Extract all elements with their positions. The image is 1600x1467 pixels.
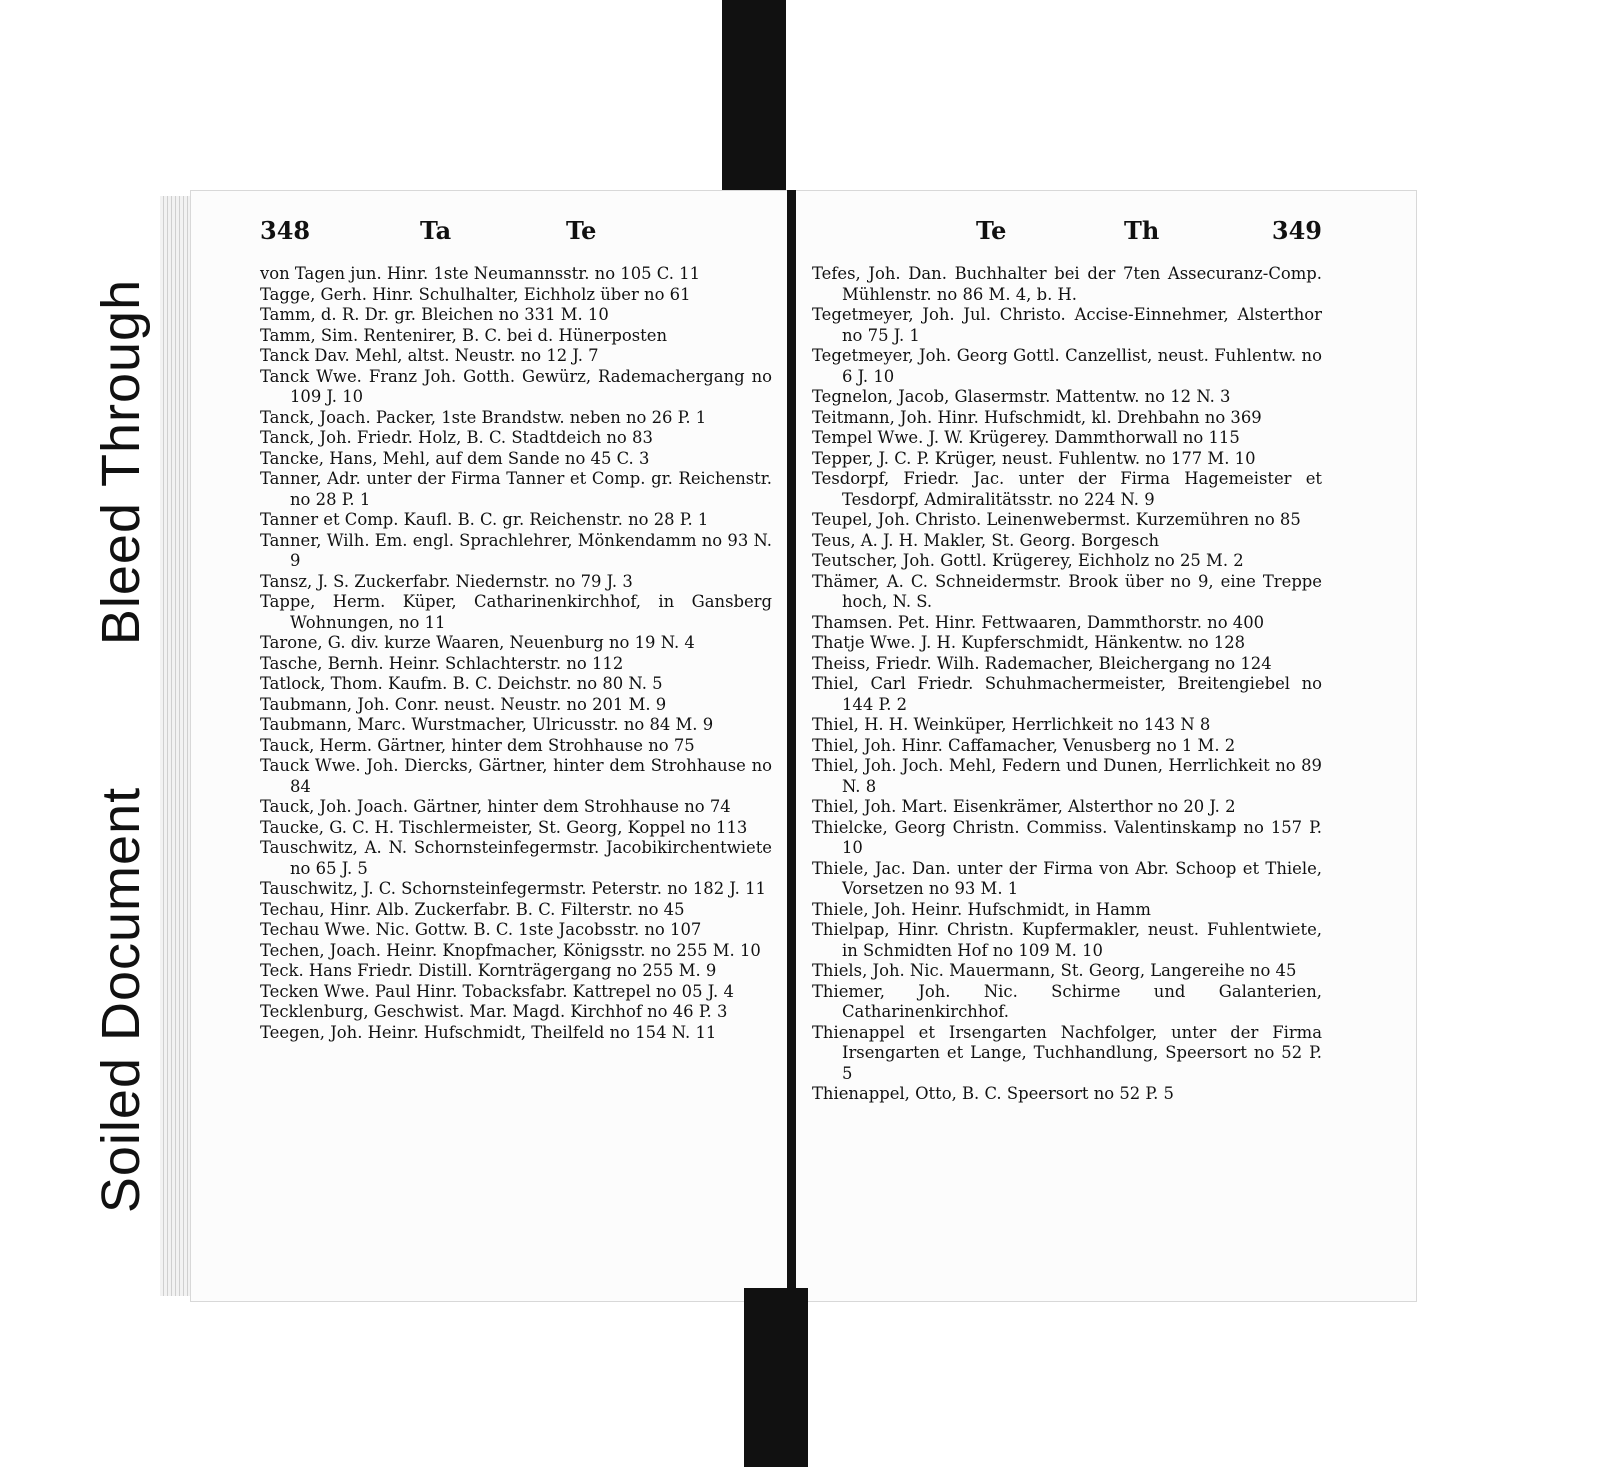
- directory-entry: Thiel, Joh. Hinr. Caffamacher, Venusberg no 1 M. 2: [812, 735, 1236, 755]
- directory-entry: Thiele, Joh. Heinr. Hufschmidt, in Hamm: [812, 899, 1151, 919]
- directory-entry: Thiemer, Joh. Nic. Schirme und Galanterien, Catharinenkirchhof.: [812, 981, 1322, 1021]
- directory-entry: Thämer, A. C. Schneidermstr. Brook über no 9, eine Treppe hoch, N. S.: [812, 571, 1322, 611]
- left-page-heading-2: Te: [566, 216, 597, 245]
- right-page-header: [812, 200, 1322, 264]
- right-page-heading-1: Te: [976, 216, 1007, 245]
- directory-entry: Teus, A. J. H. Makler, St. Georg. Borgesch: [812, 530, 1160, 550]
- directory-entry: Tansz, J. S. Zuckerfabr. Niedernstr. no 79 J. 3: [260, 571, 633, 591]
- bottom-clamp: [744, 1288, 808, 1467]
- directory-entry: Tappe, Herm. Küper, Catharinenkirchhof, in Gansberg Wohnungen, no 11: [260, 592, 772, 632]
- directory-entry: Taubmann, Joh. Conr. neust. Neustr. no 201 M. 9: [260, 694, 667, 714]
- directory-entry: Tanner, Wilh. Em. engl. Sprachlehrer, Mönkendamm no 93 N. 9: [260, 530, 772, 570]
- directory-entry: Thienappel, Otto, B. C. Speersort no 52 P. 5: [812, 1084, 1174, 1103]
- bleed-through-label: Bleed Through: [91, 278, 151, 646]
- top-clamp: [722, 0, 786, 190]
- directory-entry: Thiel, Carl Friedr. Schuhmachermeister, Breitengiebel no 144 P. 2: [812, 674, 1322, 714]
- directory-entry: Tempel Wwe. J. W. Krügerey. Dammthorwall no 115: [812, 428, 1240, 447]
- directory-entry: Teegen, Joh. Heinr. Hufschmidt, Theilfeld no 154 N. 11: [260, 1022, 717, 1042]
- soiled-document-tag: [82, 735, 160, 1265]
- directory-entry: Thielcke, Georg Christn. Commiss. Valentinskamp no 157 P. 10: [812, 817, 1322, 857]
- directory-entry: Tauck, Joh. Joach. Gärtner, hinter dem Strohhause no 74: [260, 797, 731, 816]
- left-page-header: [260, 200, 772, 264]
- directory-entry: Teitmann, Joh. Hinr. Hufschmidt, kl. Drehbahn no 369: [812, 407, 1262, 427]
- directory-entry: Thiel, Joh. Joch. Mehl, Federn und Dunen, Herrlichkeit no 89 N. 8: [812, 756, 1322, 796]
- left-page: [260, 200, 772, 1280]
- right-page: [812, 200, 1322, 1280]
- directory-entry: Thatje Wwe. J. H. Kupferschmidt, Hänkentw. no 128: [812, 633, 1246, 652]
- right-page-heading-2: Th: [1124, 216, 1160, 245]
- directory-entry: Tauck Wwe. Joh. Diercks, Gärtner, hinter dem Strohhause no 84: [260, 756, 772, 796]
- directory-entry: Teupel, Joh. Christo. Leinenwebermst. Kurzemühren no 85: [812, 510, 1301, 529]
- directory-entry: Techau Wwe. Nic. Gottw. B. C. 1ste Jacobsstr. no 107: [260, 920, 702, 939]
- soiled-document-label: Soiled Document: [91, 786, 151, 1214]
- directory-entry: Tegetmeyer, Joh. Georg Gottl. Canzellist, neust. Fuhlentw. no 6 J. 10: [812, 346, 1322, 386]
- directory-entry: Teck. Hans Friedr. Distill. Kornträgergang no 255 M. 9: [260, 961, 717, 980]
- directory-entry: Tanck Wwe. Franz Joh. Gotth. Gewürz, Rademachergang no 109 J. 10: [260, 366, 772, 406]
- directory-entry: Tefes, Joh. Dan. Buchhalter bei der 7ten Assecuranz-Comp. Mühlenstr. no 86 M. 4, b. H.: [812, 264, 1322, 304]
- directory-entry: Thiele, Jac. Dan. unter der Firma von Abr. Schoop et Thiele, Vorsetzen no 93 M. 1: [812, 858, 1322, 898]
- directory-entry: Thiel, Joh. Mart. Eisenkrämer, Alsterthor no 20 J. 2: [812, 797, 1236, 816]
- directory-entry: Tauschwitz, J. C. Schornsteinfegermstr. Peterstr. no 182 J. 11: [260, 879, 766, 898]
- directory-entry: Tagge, Gerh. Hinr. Schulhalter, Eichholz über no 61: [260, 284, 691, 304]
- directory-entry: Thielpap, Hinr. Christn. Kupfermakler, neust. Fuhlentwiete, in Schmidten Hof no 109 M. 10: [812, 920, 1322, 960]
- directory-entry: Thamsen. Pet. Hinr. Fettwaaren, Dammthorstr. no 400: [812, 612, 1265, 632]
- left-page-heading-1: Ta: [420, 216, 452, 245]
- directory-entry: Tarone, G. div. kurze Waaren, Neuenburg no 19 N. 4: [260, 633, 695, 652]
- directory-entry: Tanck Dav. Mehl, altst. Neustr. no 12 J. 7: [260, 346, 599, 365]
- directory-entry: Tegnelon, Jacob, Glasermstr. Mattentw. no 12 N. 3: [812, 387, 1231, 406]
- directory-entry: Tepper, J. C. P. Krüger, neust. Fuhlentw. no 177 M. 10: [812, 448, 1256, 468]
- directory-entry: Tanner et Comp. Kaufl. B. C. gr. Reichenstr. no 28 P. 1: [260, 510, 709, 529]
- directory-entry: Tauck, Herm. Gärtner, hinter dem Strohhause no 75: [260, 735, 695, 755]
- directory-entry: Tamm, Sim. Rentenirer, B. C. bei d. Hünerposten: [260, 325, 667, 345]
- directory-entry: Teutscher, Joh. Gottl. Krügerey, Eichholz no 25 M. 2: [812, 551, 1244, 570]
- directory-entry: Tasche, Bernh. Heinr. Schlachterstr. no 112: [260, 653, 624, 673]
- book-gutter: [787, 190, 796, 1300]
- directory-entry: von Tagen jun. Hinr. 1ste Neumannsstr. no 105 C. 11: [260, 264, 701, 283]
- directory-entry: Thiels, Joh. Nic. Mauermann, St. Georg, Langereihe no 45: [812, 961, 1297, 980]
- directory-entry: Tauschwitz, A. N. Schornsteinfegermstr. Jacobikirchentwiete no 65 J. 5: [260, 838, 772, 878]
- right-page-number: 349: [1271, 216, 1322, 245]
- directory-entry: Tecklenburg, Geschwist. Mar. Magd. Kirchhof no 46 P. 3: [260, 1002, 728, 1021]
- directory-entry: Tatlock, Thom. Kaufm. B. C. Deichstr. no 80 N. 5: [260, 674, 663, 693]
- directory-entry: Techau, Hinr. Alb. Zuckerfabr. B. C. Filterstr. no 45: [260, 899, 685, 919]
- directory-entry: Tanner, Adr. unter der Firma Tanner et Comp. gr. Reichenstr. no 28 P. 1: [260, 469, 772, 509]
- directory-entry: Tanck, Joh. Friedr. Holz, B. C. Stadtdeich no 83: [260, 428, 653, 447]
- directory-entry: Tancke, Hans, Mehl, auf dem Sande no 45 C. 3: [260, 448, 650, 468]
- directory-entry: Taucke, G. C. H. Tischlermeister, St. Georg, Koppel no 113: [260, 817, 748, 837]
- directory-entry: Tegetmeyer, Joh. Jul. Christo. Accise-Einnehmer, Alsterthor no 75 J. 1: [812, 305, 1322, 345]
- directory-entry: Theiss, Friedr. Wilh. Rademacher, Bleichergang no 124: [812, 653, 1272, 673]
- left-page-number: 348: [260, 216, 311, 245]
- directory-entry: Tanck, Joach. Packer, 1ste Brandstw. neben no 26 P. 1: [260, 407, 707, 427]
- right-page-entries: [812, 264, 1322, 1105]
- directory-entry: Techen, Joach. Heinr. Knopfmacher, Königsstr. no 255 M. 10: [260, 940, 761, 960]
- directory-entry: Taubmann, Marc. Wurstmacher, Ulricusstr. no 84 M. 9: [260, 715, 714, 734]
- directory-entry: Thienappel et Irsengarten Nachfolger, unter der Firma Irsengarten et Lange, Tuchhandlung, Speersort no 52 P. 5: [812, 1022, 1322, 1083]
- directory-entry: Tesdorpf, Friedr. Jac. unter der Firma Hagemeister et Tesdorpf, Admiralitätsstr. no 224 N. 9: [812, 469, 1322, 509]
- directory-entry: Thiel, H. H. Weinküper, Herrlichkeit no 143 N 8: [812, 715, 1211, 734]
- directory-entry: Tecken Wwe. Paul Hinr. Tobacksfabr. Kattrepel no 05 J. 4: [260, 981, 734, 1001]
- directory-entry: Tamm, d. R. Dr. gr. Bleichen no 331 M. 10: [260, 305, 609, 324]
- left-page-entries: [260, 264, 772, 1043]
- bleed-through-tag: [82, 212, 160, 712]
- page-stack-edge: [160, 196, 194, 1296]
